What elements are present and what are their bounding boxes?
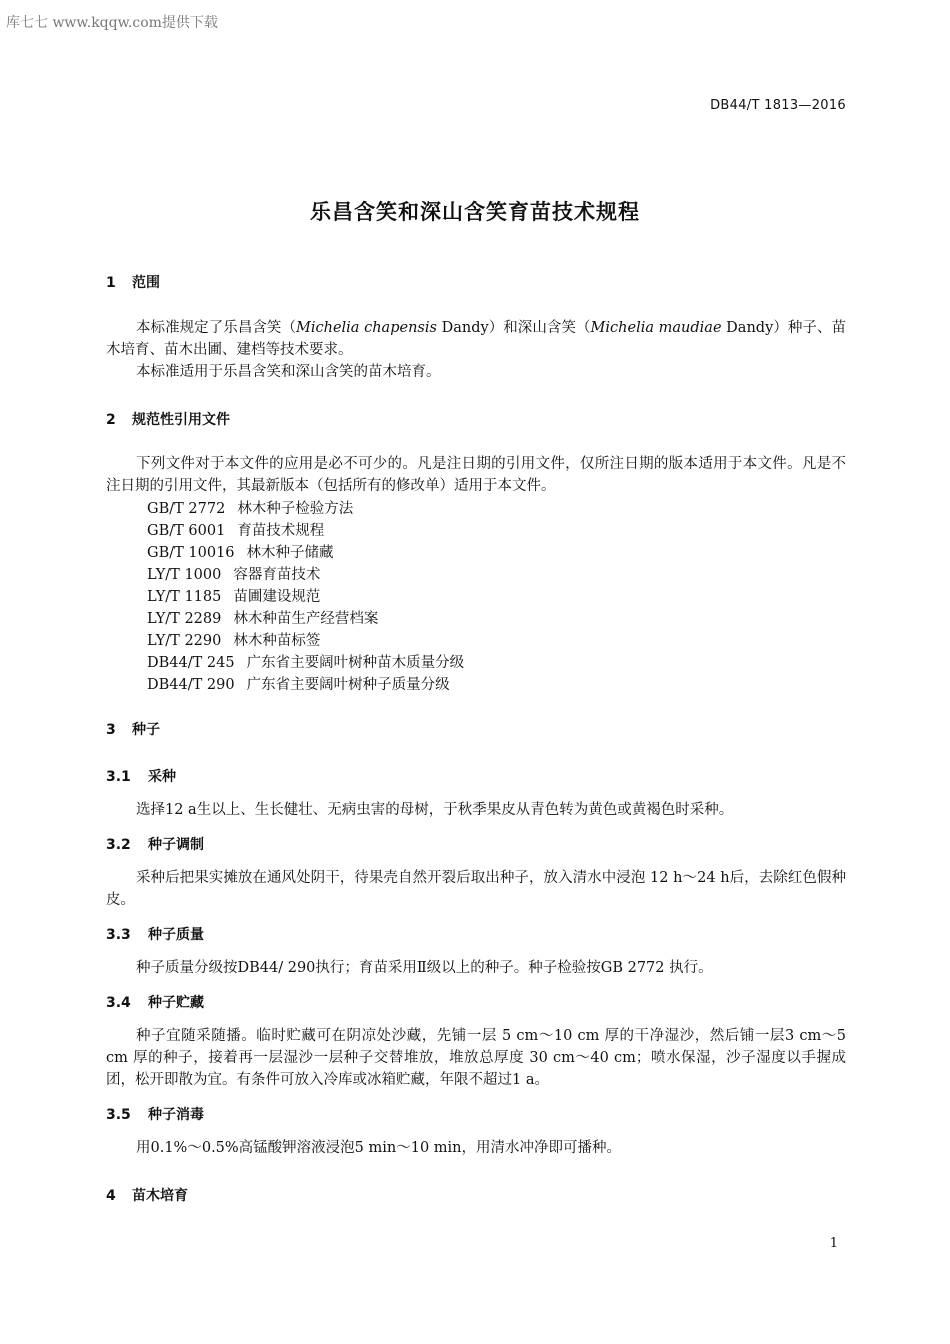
paragraph-seed-quality: 种子质量分级按DB44/ 290执行；育苗采用Ⅱ级以上的种子。种子检验按GB 2772 执行。 [136,960,713,976]
document-code: DB44/T 1813—2016 [710,98,846,113]
subsection-heading-3-4 [106,992,204,1012]
subsection-heading-3-1 [106,766,176,786]
section-heading-2 [106,409,230,429]
section-heading-3 [106,719,160,739]
section-number: 2 [106,412,116,428]
reference-code: GB/T 2772 [147,501,226,517]
reference-title: 育苗技术规程 [237,523,325,539]
subsection-number: 3.4 [106,995,131,1011]
paragraph-seed-collection: 选择12 a生以上、生长健壮、无病虫害的母树，于秋季果皮从青色转为黄色或黄褐色时采种。 [136,802,734,818]
subsection-title: 种子质量 [148,927,204,943]
text-run: Dandy）和深山含笑（ [436,320,591,336]
reference-title: 林木种苗生产经营档案 [233,611,379,627]
subsection-number: 3.5 [106,1107,131,1123]
latin-name: Michelia maudiae [590,320,722,336]
reference-code: LY/T 2290 [147,633,222,649]
text-run: Dandy）种子、苗木培育、苗木出圃、建档等技术要求。 [106,320,846,358]
section-title: 种子 [132,722,160,738]
page-number: 1 [829,1236,838,1251]
reference-code: LY/T 1185 [147,589,222,605]
subsection-heading-3-2 [106,834,204,854]
reference-title: 林木种子储藏 [246,545,334,561]
subsection-heading-3-5 [106,1104,204,1124]
reference-title: 容器育苗技术 [233,567,321,583]
reference-title: 广东省主要阔叶树种子质量分级 [246,677,450,693]
latin-name: Michelia chapensis [296,320,437,336]
reference-code: GB/T 6001 [147,523,226,539]
reference-item [147,563,320,584]
paragraph-references-intro: 下列文件对于本文件的应用是必不可少的。凡是注日期的引用文件，仅所注日期的版本适用于本文件。凡是不注日期的引用文件，其最新版本（包括所有的修改单）适用于本文件。 [106,456,846,494]
reference-title: 苗圃建设规范 [233,589,321,605]
reference-item [147,541,334,562]
section-number: 4 [106,1188,116,1204]
paragraph-seed-storage: 种子宜随采随播。临时贮藏可在阴凉处沙藏，先铺一层 5 cm～10 cm 厚的干净湿沙，然后铺一层3 cm～5 cm 厚的种子，接着再一层湿沙一层种子交替堆放，堆放总厚度 30 cm～40 cm；喷水保湿，沙子湿度以手握成团，松开即散为宜。有条件可放入冷库或冰箱贮藏，年限不超过1 a。 [106,1028,846,1088]
section-title: 规范性引用文件 [132,412,230,428]
section-number: 3 [106,722,116,738]
subsection-number: 3.3 [106,927,131,943]
reference-item [147,497,353,518]
reference-code: DB44/T 290 [147,677,235,693]
paragraph-scope [106,317,846,361]
reference-title: 林木种苗标签 [233,633,321,649]
section-number: 1 [106,275,116,291]
subsection-number: 3.2 [106,837,131,853]
text-run: 本标准规定了乐昌含笑（ [136,320,296,336]
paragraph-seed-disinfection: 用0.1%～0.5%高锰酸钾溶液浸泡5 min～10 min，用清水冲净即可播种。 [136,1140,622,1156]
paragraph-seed-processing: 采种后把果实摊放在通风处阴干，待果壳自然开裂后取出种子，放入清水中浸泡 12 h～24 h后，去除红色假种皮。 [106,870,846,908]
reference-title: 广东省主要阔叶树种苗木质量分级 [246,655,465,671]
reference-item [147,607,378,628]
page-title: 乐昌含笑和深山含笑育苗技术规程 [310,200,640,224]
reference-item [147,673,450,694]
reference-item [147,585,320,606]
subsection-title: 种子贮藏 [148,995,204,1011]
subsection-title: 种子调制 [148,837,204,853]
reference-code: LY/T 2289 [147,611,222,627]
reference-item [147,651,464,672]
reference-item [147,629,320,650]
subsection-title: 采种 [148,769,176,785]
section-heading-1 [106,272,160,292]
reference-code: GB/T 10016 [147,545,235,561]
section-title: 范围 [132,275,160,291]
section-heading-4 [106,1185,188,1205]
paragraph-applicability: 本标准适用于乐昌含笑和深山含笑的苗木培育。 [136,364,441,380]
reference-title: 林木种子检验方法 [237,501,354,517]
subsection-title: 种子消毒 [148,1107,204,1123]
reference-item [147,519,324,540]
reference-code: LY/T 1000 [147,567,222,583]
subsection-heading-3-3 [106,924,204,944]
watermark-text: 库七七 www.kqqw.com提供下载 [6,15,218,31]
subsection-number: 3.1 [106,769,131,785]
section-title: 苗木培育 [132,1188,188,1204]
reference-code: DB44/T 245 [147,655,235,671]
